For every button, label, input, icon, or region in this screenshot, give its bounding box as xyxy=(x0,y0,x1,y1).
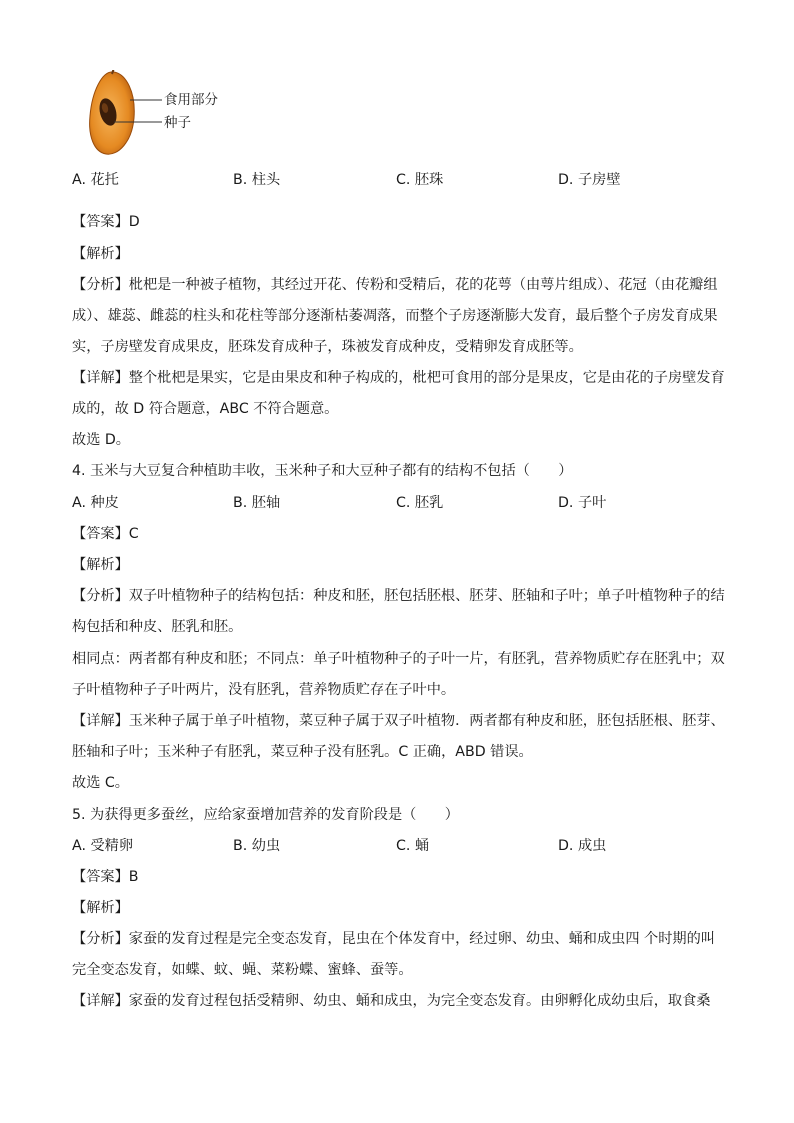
q3-answer: 【答案】D xyxy=(72,214,140,230)
q4-text-line: 【分析】双子叶植物种子的结构包括：种皮和胚，胚包括胚根、胚芽、胚轴和子叶；单子叶植物种子的结 xyxy=(72,588,725,604)
q4-option-c: C. 胚乳 xyxy=(396,495,444,511)
q3-text-line: 成）、雄蕊、雌蕊的柱头和花柱等部分逐渐枯萎凋落，而整个子房逐渐膨大发育，最后整个子房发育成果 xyxy=(72,308,718,324)
q3-analysis-heading: 【解析】 xyxy=(72,246,129,262)
q5-text-line: 完全变态发育，如蝶、蚊、蝇、菜粉蝶、蜜蜂、蚕等。 xyxy=(72,962,413,978)
q3-option-a: A. 花托 xyxy=(72,172,119,188)
q4-text-line: 【详解】玉米种子属于单子叶植物，菜豆种子属于双子叶植物．两者都有种皮和胚，胚包括胚根、胚芽、 xyxy=(72,713,725,729)
q3-option-d: D. 子房壁 xyxy=(558,172,621,188)
loquat-figure xyxy=(84,70,234,160)
q4-option-a: A. 种皮 xyxy=(72,495,119,511)
q3-option-b: B. 柱头 xyxy=(233,172,281,188)
q4-analysis-heading: 【解析】 xyxy=(72,557,129,573)
q5-stem: 5. 为获得更多蚕丝，应给家蚕增加营养的发育阶段是（ ） xyxy=(72,807,459,823)
q5-option-b: B. 幼虫 xyxy=(233,838,281,854)
q5-text-line: 【详解】家蚕的发育过程包括受精卵、幼虫、蛹和成虫，为完全变态发育。由卵孵化成幼虫后，取食桑 xyxy=(72,993,711,1009)
q3-text-line: 【详解】整个枇杷是果实，它是由果皮和种子构成的，枇杷可食用的部分是果皮，它是由花的子房壁发育 xyxy=(72,370,725,386)
q4-text-line: 子叶植物种子子叶两片，没有胚乳，营养物质贮存在子叶中。 xyxy=(72,682,456,698)
q3-option-c: C. 胚珠 xyxy=(396,172,444,188)
q4-conclusion: 故选 C。 xyxy=(72,775,129,791)
q4-answer: 【答案】C xyxy=(72,526,139,542)
q5-text-line: 【分析】家蚕的发育过程是完全变态发育，昆虫在个体发育中，经过卵、幼虫、蛹和成虫四 个时期的叫 xyxy=(72,931,715,947)
q4-stem: 4. 玉米与大豆复合种植助丰收，玉米种子和大豆种子都有的结构不包括（ ） xyxy=(72,463,573,479)
q3-options xyxy=(0,170,794,190)
q4-text-line: 相同点：两者都有种皮和胚；不同点：单子叶植物种子的子叶一片，有胚乳，营养物质贮存在胚乳中；双 xyxy=(72,651,725,667)
q3-text-line: 成的，故 D 符合题意，ABC 不符合题意。 xyxy=(72,401,339,417)
q5-option-c: C. 蛹 xyxy=(396,838,430,854)
label-edible-part: 食用部分 xyxy=(164,92,218,108)
q4-text-line: 胚轴和子叶；玉米种子有胚乳，菜豆种子没有胚乳。C 正确，ABD 错误。 xyxy=(72,744,533,760)
q4-option-d: D. 子叶 xyxy=(558,495,607,511)
q4-option-b: B. 胚轴 xyxy=(233,495,281,511)
q4-text-line: 构包括和种皮、胚乳和胚。 xyxy=(72,619,243,635)
q5-answer: 【答案】B xyxy=(72,869,139,885)
q5-option-d: D. 成虫 xyxy=(558,838,607,854)
q3-text-line: 【分析】枇杷是一种被子植物，其经过开花、传粉和受精后，花的花萼（由萼片组成）、花冠（由花瓣组 xyxy=(72,277,718,293)
q3-conclusion: 故选 D。 xyxy=(72,432,130,448)
loquat-illustration xyxy=(84,70,234,160)
q5-analysis-heading: 【解析】 xyxy=(72,900,129,916)
q3-text-line: 实，子房壁发育成果皮，胚珠发育成种子，珠被发育成种皮，受精卵发育成胚等。 xyxy=(72,339,583,355)
label-seed: 种子 xyxy=(164,115,191,131)
q5-option-a: A. 受精卵 xyxy=(72,838,134,854)
q4-options xyxy=(0,493,794,513)
q5-options xyxy=(0,836,794,856)
